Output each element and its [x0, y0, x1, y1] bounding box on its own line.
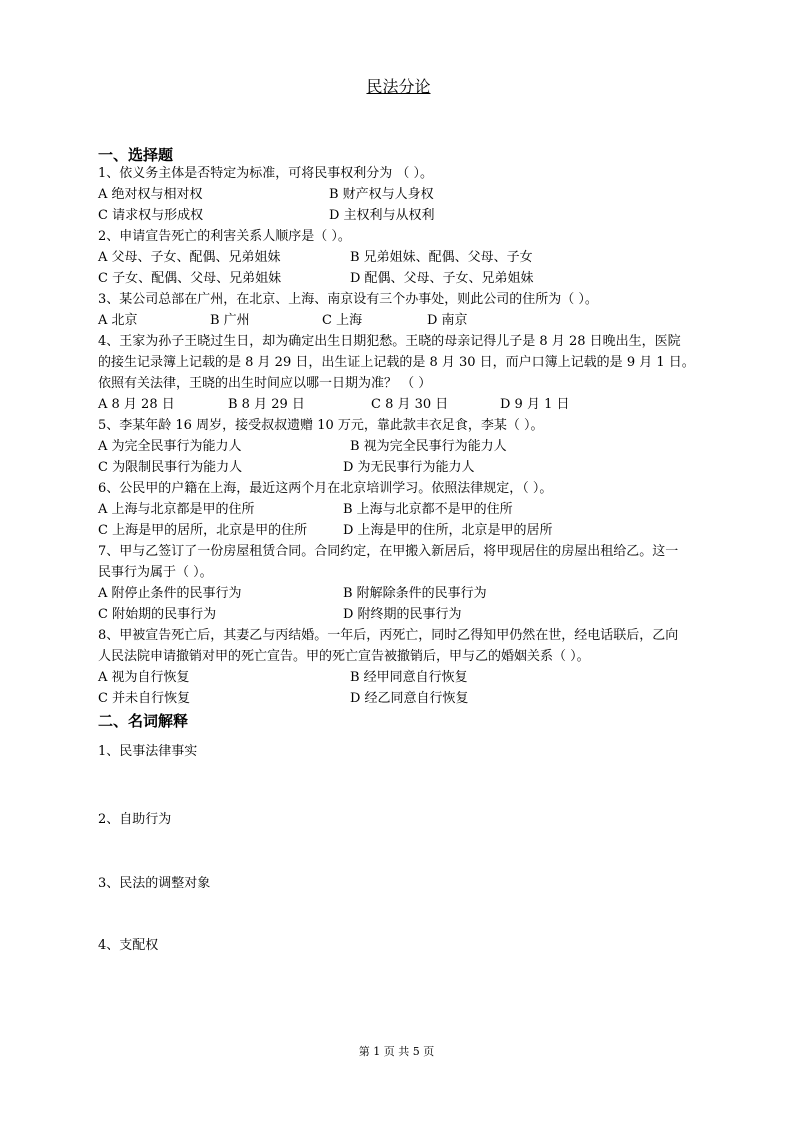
question-3-option-d: D 南京 — [427, 313, 468, 328]
question-8-option-b: B 经甲同意自行恢复 — [350, 670, 468, 685]
section-heading-choice: 一、选择题 — [98, 146, 174, 164]
term-item-3: 3、民法的调整对象 — [98, 876, 211, 891]
question-7-stem-line1: 7、甲与乙签订了一份房屋租赁合同。合同约定，在甲搬入新居后，将甲现居住的房屋出租给乙。这一 — [98, 544, 679, 559]
question-5-option-d: D 为无民事行为能力人 — [343, 460, 475, 475]
question-7-option-c: C 附始期的民事行为 — [98, 607, 217, 622]
question-1-option-c: C 请求权与形成权 — [98, 208, 204, 223]
question-3-stem: 3、某公司总部在广州，在北京、上海、南京设有三个办事处，则此公司的住所为（ ）。 — [98, 292, 598, 307]
question-4-option-d: D 9 月 1 日 — [500, 397, 570, 412]
question-4-option-b: B 8 月 29 日 — [228, 397, 305, 412]
term-item-2: 2、自助行为 — [98, 812, 172, 827]
question-6-option-a: A 上海与北京都是甲的住所 — [98, 502, 255, 517]
question-1-option-a: A 绝对权与相对权 — [98, 187, 203, 202]
question-8-stem-line2: 人民法院申请撤销对甲的死亡宣告。甲的死亡宣告被撤销后，甲与乙的婚姻关系（ ）。 — [98, 649, 590, 664]
question-3-option-a: A 北京 — [98, 313, 138, 328]
question-6-stem: 6、公民甲的户籍在上海，最近这两个月在北京培训学习。依照法律规定，（ ）。 — [98, 481, 553, 496]
question-5-option-c: C 为限制民事行为能力人 — [98, 460, 243, 475]
question-2-option-d: D 配偶、父母、子女、兄弟姐妹 — [350, 271, 534, 286]
question-6-option-b: B 上海与北京都不是甲的住所 — [343, 502, 513, 517]
question-4-option-c: C 8 月 30 日 — [371, 397, 449, 412]
question-8-option-c: C 并未自行恢复 — [98, 691, 191, 706]
question-8-option-a: A 视为自行恢复 — [98, 670, 190, 685]
question-4-stem-line2: 的接生记录簿上记载的是 8 月 29 日，出生证上记载的是 8 月 30 日，而户口簿上记载的是 9 月 1 日。 — [98, 355, 695, 370]
term-item-1: 1、民事法律事实 — [98, 744, 198, 759]
question-5-option-a: A 为完全民事行为能力人 — [98, 439, 242, 454]
question-2-option-b: B 兄弟姐妹、配偶、父母、子女 — [350, 250, 533, 265]
question-4-stem-line3: 依照有关法律，王晓的出生时间应以哪一日期为准？ （ ） — [98, 376, 432, 391]
question-6-option-d: D 上海是甲的住所，北京是甲的居所 — [343, 523, 553, 538]
question-8-option-d: D 经乙同意自行恢复 — [350, 691, 469, 706]
question-1-option-d: D 主权利与从权利 — [329, 208, 435, 223]
question-6-option-c: C 上海是甲的居所，北京是甲的住所 — [98, 523, 308, 538]
question-7-option-b: B 附解除条件的民事行为 — [343, 586, 487, 601]
question-3-option-c: C 上海 — [322, 313, 363, 328]
question-7-option-a: A 附停止条件的民事行为 — [98, 586, 242, 601]
question-7-stem-line2: 民事行为属于（ ）。 — [98, 565, 213, 580]
page-footer: 第 1 页 共 5 页 — [358, 1045, 435, 1058]
question-2-option-a: A 父母、子女、配偶、兄弟姐妹 — [98, 250, 281, 265]
question-4-option-a: A 8 月 28 日 — [98, 397, 175, 412]
document-title: 民法分论 — [366, 77, 431, 96]
question-2-stem: 2、申请宣告死亡的利害关系人顺序是（ ）。 — [98, 229, 351, 244]
question-1-stem: 1、依义务主体是否特定为标准，可将民事权利分为 （ ）。 — [98, 166, 434, 181]
term-item-4: 4、支配权 — [98, 938, 159, 953]
question-2-option-c: C 子女、配偶、父母、兄弟姐妹 — [98, 271, 282, 286]
question-7-option-d: D 附终期的民事行为 — [343, 607, 462, 622]
section-heading-terms: 二、名词解释 — [98, 712, 189, 730]
question-4-stem-line1: 4、王家为孙子王晓过生日，却为确定出生日期犯愁。王晓的母亲记得儿子是 8 月 28 日晚出生，医院 — [98, 334, 681, 349]
question-8-stem-line1: 8、甲被宣告死亡后，其妻乙与丙结婚。一年后，丙死亡，同时乙得知甲仍然在世，经电话联后，乙向 — [98, 628, 679, 643]
question-5-stem: 5、李某年龄 16 周岁，接受叔叔遗赠 10 万元，靠此款丰衣足食，李某（ ）。 — [98, 418, 544, 433]
question-3-option-b: B 广州 — [210, 313, 250, 328]
question-1-option-b: B 财产权与人身权 — [329, 187, 434, 202]
question-5-option-b: B 视为完全民事行为能力人 — [350, 439, 507, 454]
